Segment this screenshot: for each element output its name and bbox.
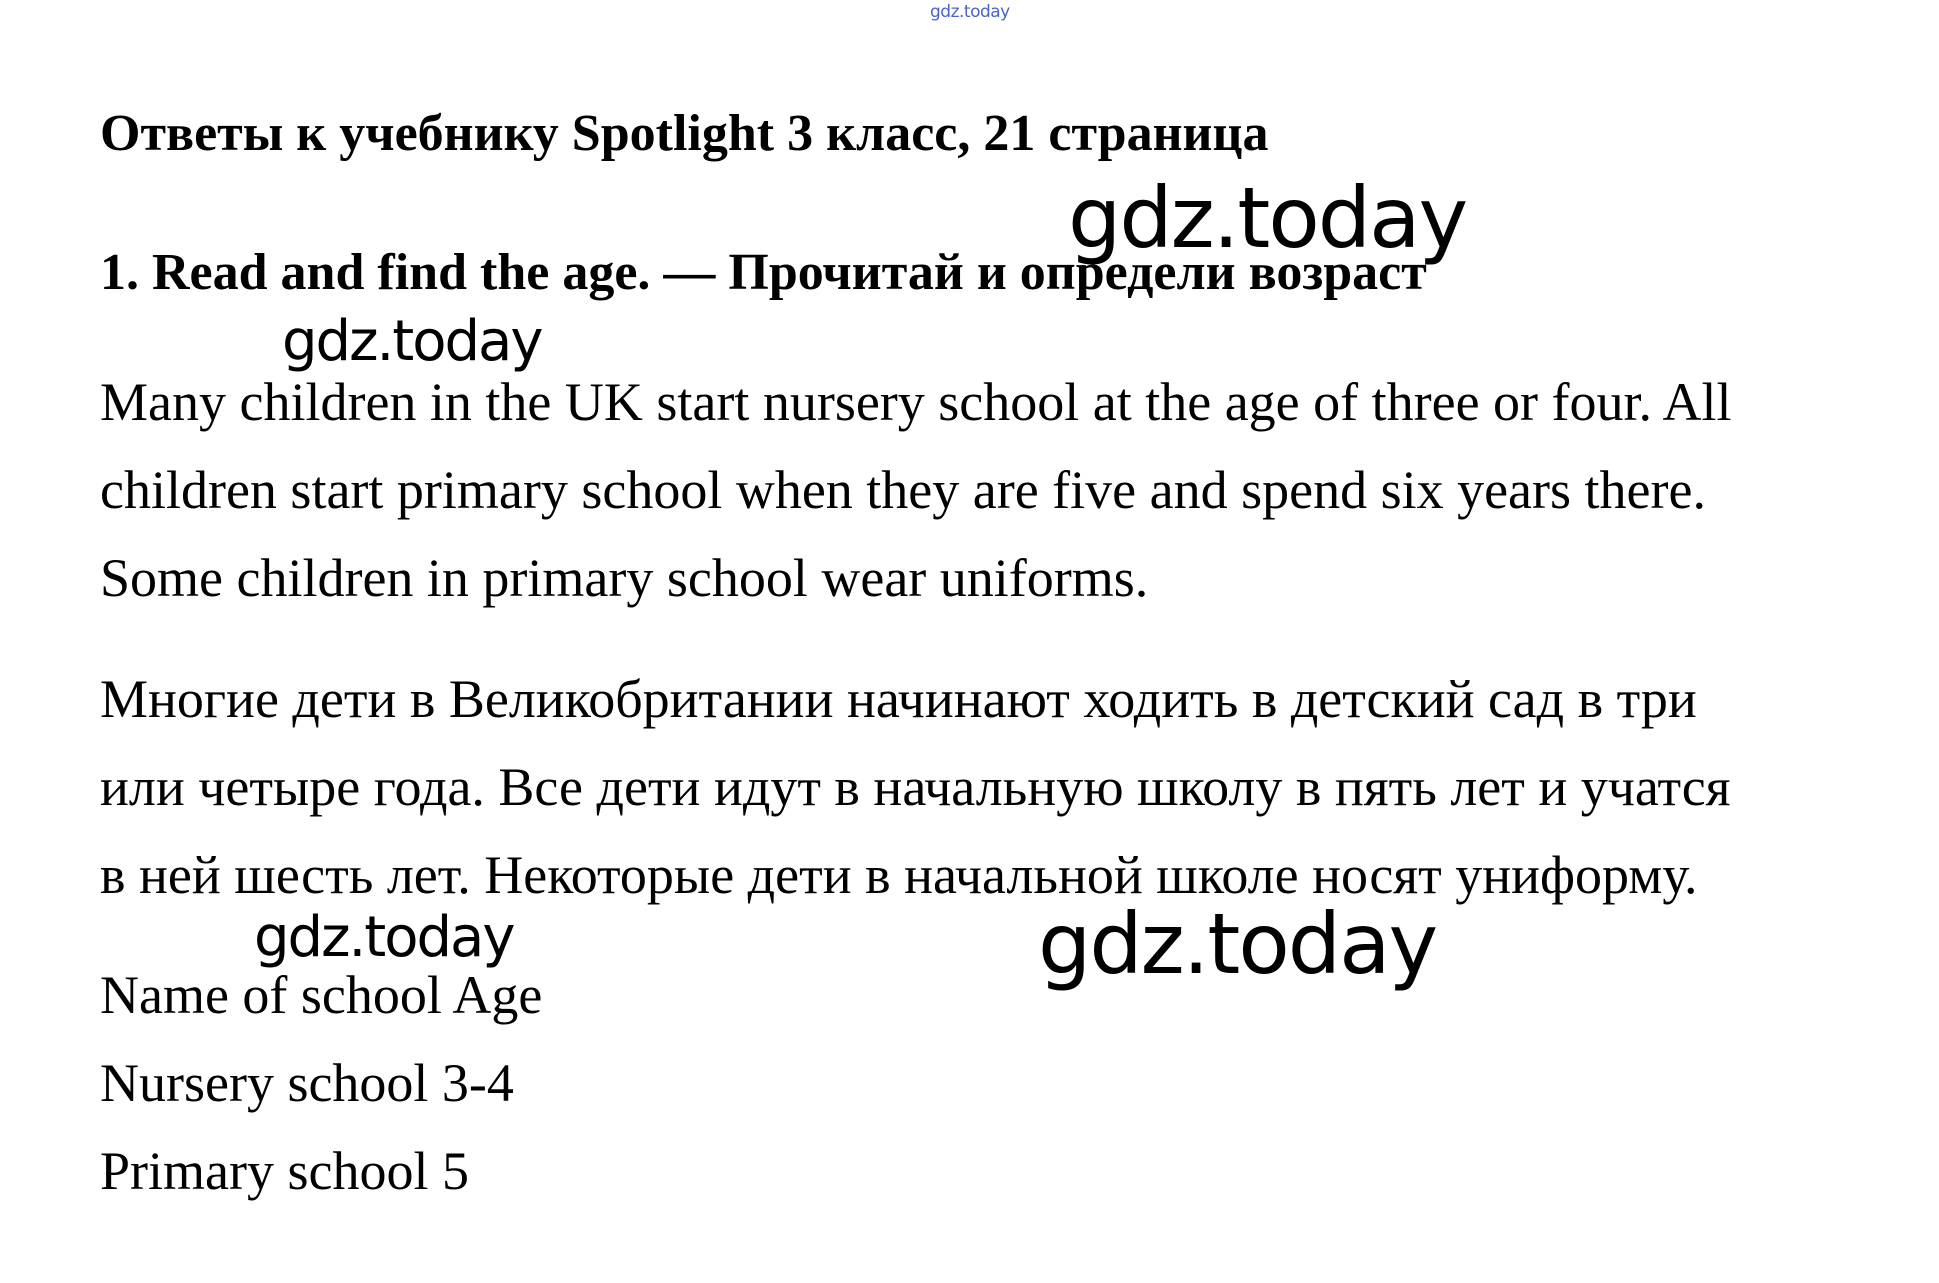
russian-line: или четыре года. Все дети идут в начальную школу в пять лет и учатся bbox=[100, 757, 1731, 817]
english-line: children start primary school when they are five and spend six years there. bbox=[100, 460, 1706, 520]
answer-row: Nursery school 3-4 bbox=[100, 1053, 514, 1113]
answer-header-row: Name of school Age bbox=[100, 965, 543, 1025]
watermark-small: gdz.today bbox=[254, 905, 514, 970]
watermark-small: gdz.today bbox=[282, 309, 542, 374]
answer-list bbox=[100, 951, 542, 1215]
english-line: Some children in primary school wear uniforms. bbox=[100, 548, 1149, 608]
russian-line: в ней шесть лет. Некоторые дети в начальной школе носят униформу. bbox=[100, 845, 1698, 905]
watermark-large: gdz.today bbox=[1068, 169, 1467, 267]
watermark-large: gdz.today bbox=[1038, 895, 1437, 993]
top-watermark: gdz.today bbox=[930, 2, 1010, 22]
answer-row: Primary school 5 bbox=[100, 1141, 469, 1201]
russian-paragraph bbox=[100, 655, 1731, 919]
russian-line: Многие дети в Великобритании начинают ходить в детский сад в три bbox=[100, 669, 1697, 729]
english-line: Many children in the UK start nursery school at the age of three or four. All bbox=[100, 372, 1732, 432]
english-paragraph bbox=[100, 358, 1732, 622]
page-title: Ответы к учебнику Spotlight 3 класс, 21 страница bbox=[100, 105, 1269, 162]
exercise-heading: 1. Read and find the age. — Прочитай и определи возраст bbox=[100, 244, 1427, 301]
